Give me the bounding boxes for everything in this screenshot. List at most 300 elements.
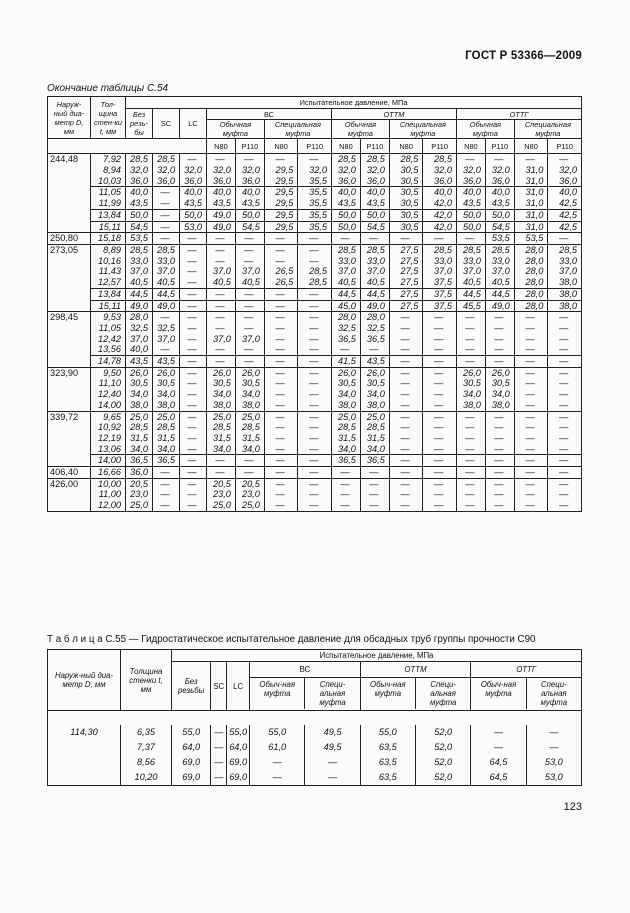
pressure-cell: 40,5 (207, 277, 236, 288)
pressure-cell: — (180, 312, 207, 323)
pressure-cell: — (298, 422, 332, 433)
pressure-cell: — (298, 444, 332, 455)
pressure-cell: 50,0 (180, 209, 207, 221)
wall-cell: 12,00 (91, 500, 126, 511)
wall-cell: 11,05 (91, 187, 126, 198)
pressure-cell: 42,0 (423, 198, 457, 209)
pressure-cell: 36,0 (360, 176, 389, 187)
pressure-cell: — (153, 489, 180, 500)
pressure-cell: — (360, 489, 389, 500)
pressure-cell: 30,5 (456, 378, 485, 389)
pressure-cell: — (389, 334, 423, 345)
pressure-cell: — (153, 344, 180, 355)
pressure-cell: — (235, 356, 264, 368)
table-row (48, 165, 582, 176)
pressure-cell: 44,5 (456, 288, 485, 300)
pressure-cell: — (264, 455, 298, 467)
pressure-cell: — (305, 755, 360, 770)
pressure-cell: — (389, 312, 423, 323)
pressure-cell: 36,0 (126, 467, 153, 479)
pressure-cell: 36,5 (360, 334, 389, 345)
pressure-cell: — (264, 378, 298, 389)
pressure-cell: — (153, 478, 180, 489)
pressure-cell: 50,0 (126, 209, 153, 221)
pressure-cell: — (514, 489, 548, 500)
wall-cell: 9,53 (91, 312, 126, 323)
table-row (48, 422, 582, 433)
pressure-cell: 38,0 (360, 400, 389, 411)
pressure-cell: — (235, 344, 264, 355)
pressure-cell: — (423, 334, 457, 345)
pressure-cell: — (298, 367, 332, 378)
pressure-cell: — (180, 288, 207, 300)
pressure-cell: — (423, 312, 457, 323)
pressure-cell: 25,0 (235, 500, 264, 511)
diameter-cell (48, 288, 91, 300)
pressure-cell: — (180, 245, 207, 256)
pressure-cell: 28,5 (153, 245, 180, 256)
pressure-cell: 43,5 (360, 356, 389, 368)
pressure-cell: — (423, 323, 457, 334)
table-row (48, 288, 582, 300)
pressure-cell: — (180, 256, 207, 267)
pressure-cell: 31,0 (514, 176, 548, 187)
pressure-cell: — (548, 233, 582, 245)
pressure-cell: — (485, 356, 514, 368)
pressure-cell: 44,5 (126, 288, 153, 300)
pressure-cell: — (389, 323, 423, 334)
pressure-cell: 40,0 (485, 187, 514, 198)
pressure-cell: 33,0 (331, 256, 360, 267)
diameter-cell (48, 356, 91, 368)
diameter-cell (48, 209, 91, 221)
pressure-cell: — (298, 478, 332, 489)
pressure-cell: — (207, 245, 236, 256)
pressure-cell: 29,5 (264, 209, 298, 221)
pressure-cell: 25,0 (153, 411, 180, 422)
wall-cell: 8,89 (91, 245, 126, 256)
pressure-cell: — (423, 500, 457, 511)
pressure-cell: 28,5 (331, 154, 360, 165)
pressure-cell: — (180, 334, 207, 345)
pressure-cell: 49,5 (305, 725, 360, 740)
pressure-cell: 28,5 (423, 154, 457, 165)
col-lc: LC (227, 662, 250, 711)
pressure-cell: 38,0 (153, 400, 180, 411)
pressure-cell: 25,0 (331, 411, 360, 422)
standard-header: ГОСТ Р 53366—2009 (465, 50, 582, 62)
pressure-cell: — (235, 245, 264, 256)
pressure-cell: — (485, 411, 514, 422)
pressure-cell: 40,5 (485, 277, 514, 288)
grade-p110: P110 (485, 139, 514, 154)
wall-cell: 7,92 (91, 154, 126, 165)
pressure-cell: 43,5 (331, 198, 360, 209)
grade-p110: P110 (423, 139, 457, 154)
wall-cell: 13,84 (91, 288, 126, 300)
table54-caption: Окончание таблицы С.54 (47, 83, 169, 94)
pressure-cell: — (514, 478, 548, 489)
pressure-cell: — (264, 233, 298, 245)
pressure-cell: 28,5 (207, 422, 236, 433)
pressure-cell: 55,0 (250, 725, 305, 740)
pressure-cell: 32,0 (207, 165, 236, 176)
pressure-cell: — (207, 356, 236, 368)
pressure-cell: — (548, 378, 582, 389)
pressure-cell: 40,0 (548, 187, 582, 198)
pressure-cell: 33,0 (456, 256, 485, 267)
pressure-cell: 53,5 (126, 233, 153, 245)
pressure-cell: — (456, 334, 485, 345)
pressure-cell: — (298, 389, 332, 400)
pressure-cell: — (389, 455, 423, 467)
pressure-cell: — (298, 356, 332, 368)
pressure-cell: 43,5 (456, 198, 485, 209)
wall-cell: 11,99 (91, 198, 126, 209)
pressure-cell: — (153, 209, 180, 221)
pressure-cell: — (456, 455, 485, 467)
pressure-cell: 37,0 (485, 266, 514, 277)
col-ottg-regular: Обыч-ная муфта (471, 678, 526, 709)
wall-cell: 12,40 (91, 389, 126, 400)
pressure-cell: — (207, 323, 236, 334)
pressure-cell: — (235, 455, 264, 467)
diameter-cell (48, 740, 121, 755)
col-wall: Толщина стенки t, мм (121, 650, 172, 711)
col-lc: LC (180, 108, 207, 139)
table-row (48, 467, 582, 479)
pressure-cell: 34,0 (207, 389, 236, 400)
pressure-cell: — (548, 489, 582, 500)
pressure-cell: 50,0 (235, 209, 264, 221)
pressure-cell: 69,0 (227, 755, 250, 770)
pressure-cell: — (180, 411, 207, 422)
pressure-cell: 31,5 (153, 433, 180, 444)
pressure-cell: 50,0 (331, 209, 360, 221)
pressure-cell: 37,0 (331, 266, 360, 277)
table-row (48, 770, 582, 786)
pressure-cell: — (298, 256, 332, 267)
pressure-cell: — (207, 300, 236, 312)
pressure-cell: 25,0 (207, 500, 236, 511)
table-row (48, 378, 582, 389)
pressure-cell: 23,0 (235, 489, 264, 500)
pressure-cell: 54,5 (126, 221, 153, 233)
pressure-cell: — (298, 467, 332, 479)
pressure-cell: 34,0 (360, 389, 389, 400)
pressure-cell: 28,5 (126, 245, 153, 256)
pressure-cell: — (264, 323, 298, 334)
diameter-cell (48, 187, 91, 198)
pressure-cell: 25,0 (207, 411, 236, 422)
pressure-cell: 38,0 (126, 400, 153, 411)
diameter-cell (48, 300, 91, 312)
pressure-cell: 26,0 (207, 367, 236, 378)
pressure-cell: — (298, 233, 332, 245)
pressure-cell: — (514, 378, 548, 389)
table-row (48, 411, 582, 422)
pressure-cell: 28,5 (360, 422, 389, 433)
pressure-cell: — (514, 411, 548, 422)
pressure-cell: — (211, 740, 227, 755)
pressure-cell: 32,0 (153, 165, 180, 176)
pressure-cell: 37,0 (126, 334, 153, 345)
col-plain: Без резь-бы (126, 108, 153, 139)
pressure-cell: 32,0 (360, 165, 389, 176)
pressure-cell: — (389, 444, 423, 455)
diameter-cell (48, 770, 121, 786)
pressure-cell: 28,0 (514, 266, 548, 277)
pressure-cell: 43,5 (207, 198, 236, 209)
pressure-cell: — (180, 444, 207, 455)
pressure-cell: 40,5 (235, 277, 264, 288)
pressure-cell: 32,0 (180, 165, 207, 176)
wall-cell: 10,16 (91, 256, 126, 267)
pressure-cell: 64,5 (471, 770, 526, 786)
wall-cell: 14,00 (91, 455, 126, 467)
pressure-cell: 28,5 (235, 422, 264, 433)
wall-cell: 15,11 (91, 221, 126, 233)
col-ottg-special: Специальная муфта (514, 120, 581, 139)
pressure-cell: 20,5 (207, 478, 236, 489)
pressure-cell: — (264, 256, 298, 267)
pressure-cell: 44,5 (331, 288, 360, 300)
table-row (48, 725, 582, 740)
pressure-cell: 31,0 (514, 198, 548, 209)
pressure-cell: 53,0 (526, 770, 581, 786)
pressure-cell: — (456, 323, 485, 334)
pressure-cell: — (389, 378, 423, 389)
diameter-cell (48, 221, 91, 233)
pressure-cell: 31,5 (207, 433, 236, 444)
pressure-cell: — (153, 467, 180, 479)
pressure-cell: — (207, 312, 236, 323)
pressure-cell: 28,0 (514, 277, 548, 288)
pressure-cell: 34,0 (360, 444, 389, 455)
pressure-cell: 45,5 (456, 300, 485, 312)
pressure-cell: — (207, 288, 236, 300)
pressure-cell: 50,0 (360, 209, 389, 221)
pressure-cell: — (485, 455, 514, 467)
pressure-cell: 30,5 (331, 378, 360, 389)
table-row (48, 266, 582, 277)
pressure-cell: — (264, 467, 298, 479)
pressure-cell: — (235, 323, 264, 334)
pressure-cell: — (264, 344, 298, 355)
pressure-cell: 32,0 (126, 165, 153, 176)
pressure-cell: 43,5 (360, 198, 389, 209)
pressure-cell: — (514, 344, 548, 355)
pressure-cell: — (514, 356, 548, 368)
wall-cell: 12,19 (91, 433, 126, 444)
pressure-cell: 34,0 (153, 444, 180, 455)
pressure-cell: — (485, 323, 514, 334)
pressure-cell: 30,5 (389, 209, 423, 221)
pressure-cell: 53,5 (485, 233, 514, 245)
pressure-cell: 35,5 (298, 187, 332, 198)
pressure-cell: 36,5 (153, 455, 180, 467)
pressure-cell: 52,0 (416, 740, 471, 755)
table-row (48, 176, 582, 187)
pressure-cell: 40,0 (180, 187, 207, 198)
pressure-cell: 33,0 (423, 256, 457, 267)
pressure-cell: 42,0 (423, 209, 457, 221)
pressure-cell: 54,5 (485, 221, 514, 233)
pressure-cell: — (298, 334, 332, 345)
pressure-cell: 28,5 (485, 245, 514, 256)
pressure-cell: — (264, 288, 298, 300)
wall-cell: 8,56 (121, 755, 172, 770)
pressure-cell: 30,5 (207, 378, 236, 389)
pressure-cell: 34,0 (126, 444, 153, 455)
diameter-cell: 298,45 (48, 312, 91, 323)
pressure-cell: 25,0 (360, 411, 389, 422)
table-row (48, 444, 582, 455)
grade-p110: P110 (235, 139, 264, 154)
pressure-cell: 42,5 (548, 198, 582, 209)
pressure-cell: 36,0 (126, 176, 153, 187)
pressure-cell: 31,5 (331, 433, 360, 444)
table-row (48, 277, 582, 288)
col-diameter: Наруж-ный диа-метр D, мм (48, 97, 91, 139)
pressure-cell: 20,5 (126, 478, 153, 489)
pressure-cell: — (264, 400, 298, 411)
pressure-cell: 33,0 (126, 256, 153, 267)
wall-cell: 11,05 (91, 323, 126, 334)
pressure-cell: — (180, 277, 207, 288)
pressure-cell: 33,0 (548, 256, 582, 267)
pressure-cell: — (264, 478, 298, 489)
col-ottm: ОТТМ (361, 663, 471, 678)
pressure-cell: 36,0 (456, 176, 485, 187)
pressure-cell: 26,0 (360, 367, 389, 378)
pressure-cell: — (548, 389, 582, 400)
pressure-cell: 30,5 (389, 198, 423, 209)
pressure-cell: — (548, 411, 582, 422)
pressure-cell: — (298, 411, 332, 422)
pressure-cell: — (389, 478, 423, 489)
pressure-cell: — (153, 312, 180, 323)
pressure-cell: 37,0 (235, 266, 264, 277)
pressure-cell: 40,5 (331, 277, 360, 288)
diameter-cell (48, 344, 91, 355)
wall-cell: 7,37 (121, 740, 172, 755)
pressure-cell: — (235, 154, 264, 165)
pressure-cell: — (305, 770, 360, 786)
pressure-cell: — (456, 312, 485, 323)
pressure-cell: 42,0 (423, 221, 457, 233)
pressure-cell: — (514, 455, 548, 467)
pressure-cell: 37,0 (207, 334, 236, 345)
pressure-cell: — (514, 334, 548, 345)
pressure-cell: 49,0 (207, 221, 236, 233)
table-row (48, 209, 582, 221)
pressure-cell: — (548, 356, 582, 368)
pressure-cell: 28,5 (360, 154, 389, 165)
table-row (48, 356, 582, 368)
pressure-cell: 55,0 (227, 725, 250, 740)
pressure-cell: — (207, 256, 236, 267)
col-ottg: ОТТГ (456, 108, 581, 120)
diameter-cell (48, 198, 91, 209)
pressure-cell: 25,0 (126, 411, 153, 422)
pressure-cell: 50,0 (485, 209, 514, 221)
pressure-cell: — (180, 378, 207, 389)
pressure-cell: 37,0 (360, 266, 389, 277)
col-pressure: Испытательное давление, МПа (126, 97, 582, 109)
pressure-cell: 30,5 (389, 176, 423, 187)
pressure-cell: 26,5 (264, 266, 298, 277)
grade-p110: P110 (298, 139, 332, 154)
pressure-cell: 69,0 (172, 770, 211, 786)
col-pressure: Испытательное давление, МПа (172, 650, 582, 662)
pressure-cell: 33,0 (485, 256, 514, 267)
pressure-cell: 43,5 (153, 356, 180, 368)
pressure-cell: 28,0 (331, 312, 360, 323)
pressure-cell: 44,5 (153, 288, 180, 300)
pressure-cell: — (180, 233, 207, 245)
pressure-cell: — (207, 344, 236, 355)
pressure-cell: 40,0 (456, 187, 485, 198)
pressure-cell: 35,5 (298, 209, 332, 221)
wall-cell: 8,94 (91, 165, 126, 176)
diameter-cell: 406,40 (48, 467, 91, 479)
pressure-cell: 55,0 (360, 725, 415, 740)
pressure-cell: — (456, 411, 485, 422)
pressure-cell: 28,5 (548, 245, 582, 256)
table-row (48, 389, 582, 400)
pressure-cell: — (153, 233, 180, 245)
pressure-cell: 32,5 (126, 323, 153, 334)
wall-cell: 6,35 (121, 725, 172, 740)
wall-cell: 11,10 (91, 378, 126, 389)
pressure-cell: 32,0 (456, 165, 485, 176)
pressure-cell: 36,0 (180, 176, 207, 187)
pressure-cell: — (423, 433, 457, 444)
table-row (48, 478, 582, 489)
pressure-cell: — (456, 233, 485, 245)
pressure-cell: 43,5 (180, 198, 207, 209)
pressure-cell: 28,5 (153, 422, 180, 433)
pressure-cell: — (423, 389, 457, 400)
pressure-cell: 29,5 (264, 198, 298, 209)
pressure-cell: — (264, 444, 298, 455)
pressure-cell: — (180, 300, 207, 312)
pressure-cell: 43,5 (126, 356, 153, 368)
pressure-cell: — (485, 500, 514, 511)
pressure-cell: — (423, 444, 457, 455)
pressure-cell: — (456, 433, 485, 444)
pressure-cell: — (298, 433, 332, 444)
pressure-cell: 27,5 (389, 288, 423, 300)
pressure-cell: — (264, 245, 298, 256)
pressure-cell: — (548, 467, 582, 479)
pressure-cell: — (526, 725, 581, 740)
pressure-cell: 50,0 (331, 221, 360, 233)
pressure-cell: 30,5 (389, 221, 423, 233)
wall-cell: 13,84 (91, 209, 126, 221)
pressure-cell: — (389, 433, 423, 444)
pressure-cell: 34,0 (153, 389, 180, 400)
col-sc: SC (153, 108, 180, 139)
pressure-cell: 37,5 (423, 300, 457, 312)
pressure-cell: 34,0 (331, 389, 360, 400)
pressure-cell: — (456, 356, 485, 368)
diameter-cell (48, 323, 91, 334)
pressure-cell: — (548, 334, 582, 345)
pressure-cell: — (456, 489, 485, 500)
pressure-cell: 53,0 (180, 221, 207, 233)
